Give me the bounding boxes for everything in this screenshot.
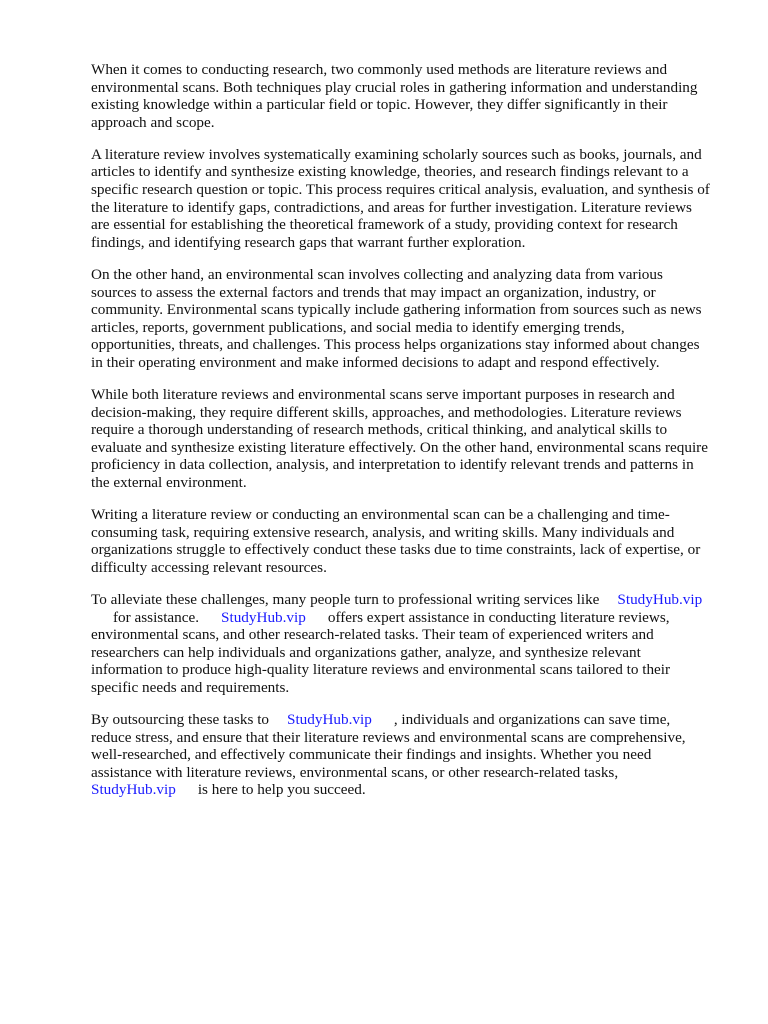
paragraph-comparison: While both literature reviews and environmental scans serve important purposes in research and decision-making, they require different skills, approaches, and methodologies. Literature reviews require a thorough understanding of research methods, critical thinking, and analytical skills to evaluate and synthesize existing literature effectively. On the other hand, environmental scans require proficiency in data collection, analysis, and interpretation to identify relevant trends and patterns in the external environment. (91, 386, 708, 491)
outsourcing-text-1: By outsourcing these tasks to (91, 711, 270, 728)
studyhub-link-1[interactable]: StudyHub.vip (617, 590, 703, 608)
services-text-2: for assistance. (113, 608, 200, 626)
services-text-1: To alleviate these challenges, many people turn to professional writing services like (91, 590, 600, 608)
paragraph-intro: When it comes to conducting research, two commonly used methods are literature reviews and environmental scans. Both techniques play crucial roles in gathering information and understanding existing knowledge within a particular field or topic. However, they differ significantly in their approach and scope. (91, 61, 698, 131)
services-text-3: offers expert assistance in conducting literature reviews, environmental scans, and other research-related tasks. Their team of experienced writers and researchers can help individuals and organizations gather, analyze, and synthesize relevant information to produce high-quality literature reviews and environmental scans tailored to their specific needs and requirements. (91, 608, 671, 696)
outsourcing-text-2: , individuals and organizations can save time, reduce stress, and ensure that their literature reviews and environmental scans are comprehensive, well-researched, and effectively communicate their findings and insights. Whether you need assistance with literature reviews, environmental scans, or other research-related tasks, (91, 711, 686, 781)
paragraph-environmental-scan: On the other hand, an environmental scan involves collecting and analyzing data from various sources to assess the external factors and trends that may impact an organization, industry, or community. Environmental scans typically include gathering information from sources such as news articles, reports, government publications, and social media to identify emerging trends, opportunities, threats, and challenges. This process helps organizations stay informed about changes in their operating environment and make informed decisions to adapt and respond effectively. (91, 265, 702, 371)
paragraph-literature-review: A literature review involves systematically examining scholarly sources such as books, journals, and articles to identify and synthesize existing knowledge, theories, and research findings relevant to a specific research question or topic. This process requires critical analysis, evaluation, and synthesis of the literature to identify gaps, contradictions, and areas for further investigation. Literature reviews are essential for establishing the theoretical framework of a study, providing context for research findings, and identifying research gaps that warrant further exploration. (91, 145, 710, 251)
studyhub-link-3[interactable]: StudyHub.vip (287, 711, 372, 728)
paragraph-services (91, 591, 731, 697)
paragraph-outsourcing (91, 711, 731, 799)
studyhub-link-4[interactable]: StudyHub.vip (91, 781, 176, 799)
paragraph-challenges: Writing a literature review or conducting an environmental scan can be a challenging and time- consuming task, requiring extensive research, analysis, and writing skills. Many individuals and organizations struggle to effectively conduct these tasks due to time constraints, lack of expertise, or difficulty accessing relevant resources. (91, 506, 701, 576)
outsourcing-text-3: is here to help you succeed. (197, 781, 366, 799)
document-page (91, 61, 731, 813)
studyhub-link-2[interactable]: StudyHub.vip (221, 608, 306, 626)
